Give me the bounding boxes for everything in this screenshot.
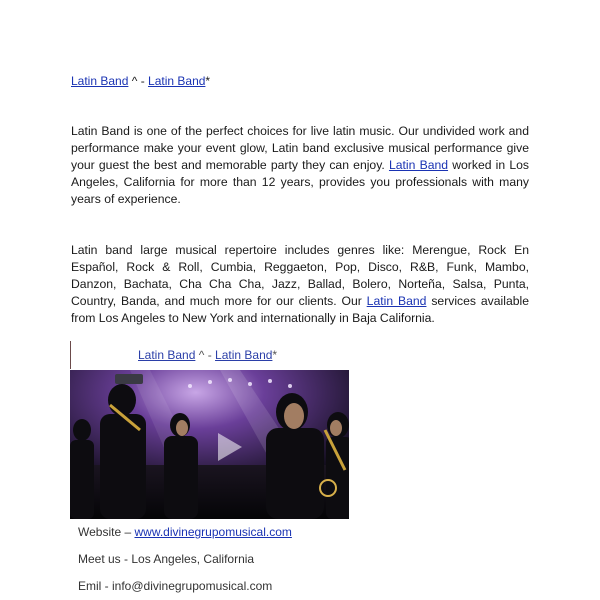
intro-link-latin-band[interactable]: Latin Band xyxy=(388,158,449,172)
contact-email: Emil - info@divinegrupomusical.com xyxy=(78,579,273,593)
repertoire-paragraph xyxy=(71,242,529,327)
intro-text-after: worked in Los Angeles, California for more than 12 years, provides you professionals with many years of experience. xyxy=(71,158,529,206)
header-suffix: * xyxy=(205,74,211,88)
repertoire-text-after: services available from Los Angeles to New York and internationally in Baja California. xyxy=(71,294,530,325)
contact-meet-us: Meet us - Los Angeles, California xyxy=(78,552,255,566)
header-link-latin-band-2[interactable]: Latin Band xyxy=(148,74,206,88)
website-link[interactable]: www.divinegrupomusical.com xyxy=(134,525,292,539)
repertoire-link-latin-band[interactable]: Latin Band xyxy=(366,294,427,308)
intro-paragraph xyxy=(71,123,529,208)
video-caption-link-1[interactable]: Latin Band xyxy=(138,348,196,362)
play-icon[interactable] xyxy=(208,427,248,467)
video-caption xyxy=(138,348,277,362)
repertoire-text-before: Latin band large musical repertoire includes genres like: Merengue, Rock En Español, Rock & Roll, Cumbia, Reggaeton, Pop, Disco, R&B, Funk, Mambo, Danzon, Bachata, Cha Cha Cha, Jazz, Ballad, Bolero, Norteña, Salsa, Punta, Country, Banda, and much more for our clients. Our xyxy=(71,243,529,308)
video-caption-separator: ^ - xyxy=(195,348,216,362)
intro-text-before: Latin Band is one of the perfect choices for live latin music. Our undivided work and performance make your event glow, Latin band exclusive musical performance give your guest the best and memorable party they can enjoy. xyxy=(71,124,529,172)
website-label: Website – xyxy=(78,525,135,539)
video-thumbnail[interactable] xyxy=(70,370,349,519)
contact-website xyxy=(78,525,292,539)
left-rule-divider xyxy=(70,341,71,369)
header-link-latin-band-1[interactable]: Latin Band xyxy=(71,74,129,88)
header-separator: ^ - xyxy=(128,74,149,88)
video-caption-link-2[interactable]: Latin Band xyxy=(215,348,273,362)
header-links xyxy=(71,74,210,88)
video-caption-suffix: * xyxy=(272,348,278,362)
